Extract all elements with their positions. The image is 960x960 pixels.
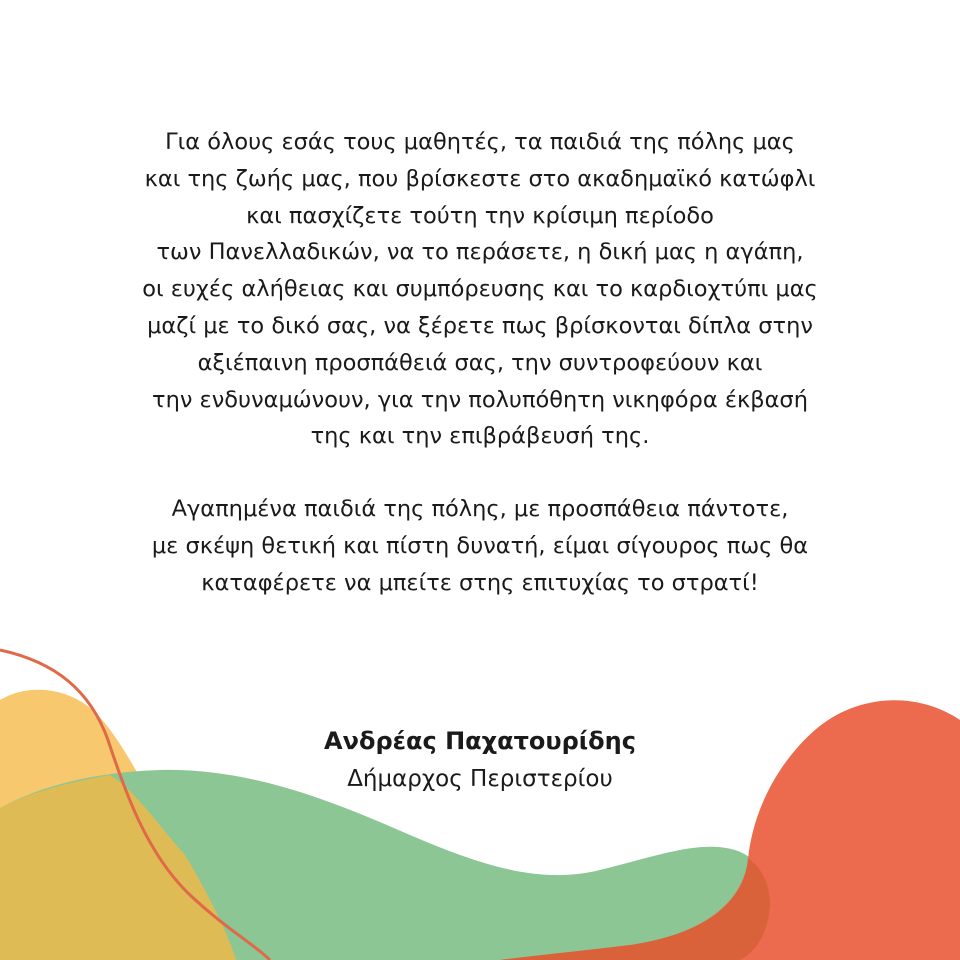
message-line: και πασχίζετε τούτη την κρίσιμη περίοδο — [246, 202, 714, 229]
signature — [0, 722, 960, 798]
message-line: οι ευχές αλήθειας και συμπόρευσης και το καρδιοχτύπι μας — [142, 276, 818, 303]
message-line: την ενδυναμώνουν, για την πολυπόθητη νικηφόρα έκβασή — [152, 386, 808, 413]
message-line: μαζί με το δικό σας, να ξέρετε πως βρίσκονται δίπλα στην — [147, 312, 813, 339]
message-text — [0, 124, 960, 602]
message-line: και της ζωής μας, που βρίσκεστε στο ακαδημαϊκό κατώφλι — [144, 165, 816, 192]
message-line: Αγαπημένα παιδιά της πόλης, με προσπάθεια πάντοτε, — [171, 496, 789, 523]
message-line: καταφέρετε να μπείτε στης επιτυχίας το στρατί! — [201, 569, 759, 596]
message-line: της και την επιβράβευσή της. — [310, 423, 650, 450]
message-line: Για όλους εσάς τους μαθητές, τα παιδιά της πόλης μας — [165, 129, 795, 155]
signature-name: Ανδρέας Παχατουρίδης — [324, 727, 636, 755]
message-line: με σκέψη θετική και πίστη δυνατή, είμαι σίγουρος πως θα — [151, 532, 809, 559]
paragraph-gap — [0, 455, 960, 491]
message-line: αξιέπαινη προσπάθειά σας, την συντροφεύουν και — [197, 349, 763, 376]
message-line: των Πανελλαδικών, να το περάσετε, η δική μας η αγάπη, — [156, 239, 804, 266]
signature-title: Δήμαρχος Περιστερίου — [347, 766, 613, 792]
